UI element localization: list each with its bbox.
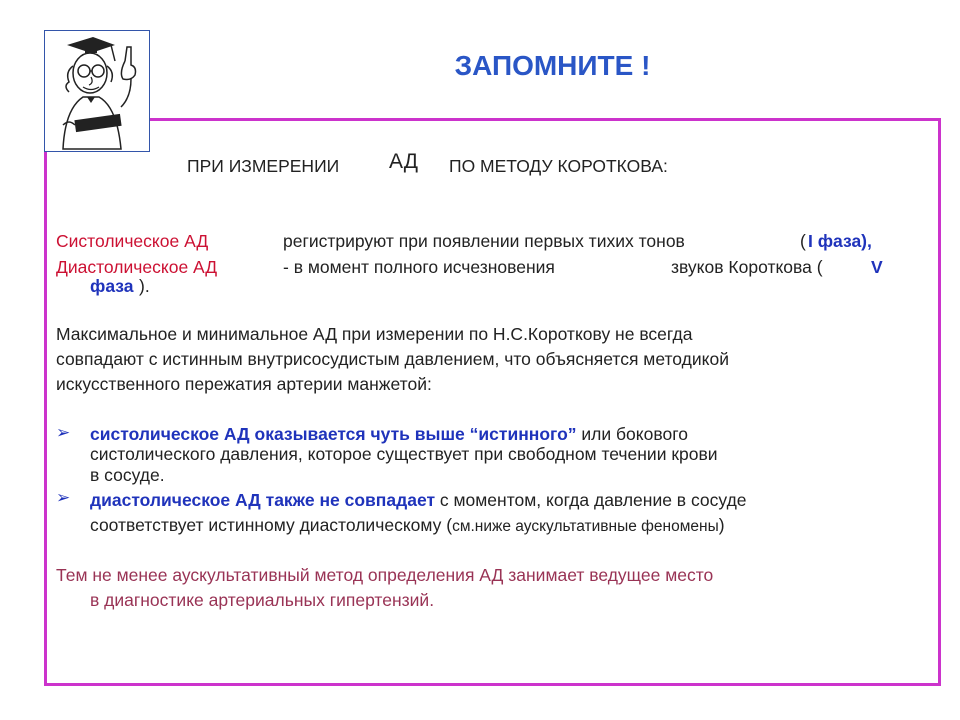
paragraph-line-1: Максимальное и минимальное АД при измерении по Н.С.Короткову не всегда — [56, 324, 693, 344]
bullet-2-line-1 — [90, 489, 747, 511]
diastolic-phase-word: фаза — [90, 276, 134, 296]
bullet-2-line2b: см.ниже аускультативные феномены — [452, 518, 719, 535]
bullet-2-line2c: ) — [718, 515, 725, 535]
bullet-2-rest: с моментом, когда давление в сосуде — [435, 490, 747, 510]
arrow-bullet-icon: ➢ — [56, 488, 71, 507]
diastolic-term: Диастолическое АД — [56, 257, 218, 277]
systolic-text: регистрируют при появлении первых тихих тонов — [283, 231, 685, 251]
professor-figure-icon — [45, 31, 149, 151]
bullet-1-line-2: систолического давления, которое существует при свободном течении крови — [90, 444, 718, 464]
diastolic-text1: - в момент полного исчезновения — [283, 257, 555, 277]
bullet-2-bold: диастолическое АД также не совпадает — [90, 490, 436, 510]
conclusion-line-2: в диагностике артериальных гипертензий. — [90, 590, 435, 610]
systolic-phase: I фаза), — [808, 231, 872, 251]
bullet-2-line2a: соответствует истинному диастолическому ( — [90, 515, 453, 535]
bullet-1-line-1 — [90, 423, 688, 445]
bullet-1-bold: систолическое АД оказывается чуть выше “истинного” — [90, 424, 577, 444]
subheading-part2: ПО МЕТОДУ КОРОТКОВА: — [449, 156, 668, 176]
paragraph-line-3: искусственного пережатия артерии манжетой: — [56, 374, 432, 394]
diastolic-text2: звуков Короткова ( — [671, 257, 823, 277]
diastolic-phase-end: ). — [139, 276, 150, 296]
paragraph-line-2: совпадают с истинным внутрисосудистым давлением, что объясняется методикой — [56, 349, 730, 369]
arrow-bullet-icon: ➢ — [56, 423, 71, 442]
bullet-1-rest: или бокового — [576, 424, 688, 444]
systolic-phase-open: ( — [800, 231, 806, 251]
systolic-term: Систолическое АД — [56, 231, 209, 251]
subheading-ad: АД — [389, 150, 418, 173]
page-title: ЗАПОМНИТЕ ! — [454, 50, 651, 81]
subheading-part1: ПРИ ИЗМЕРЕНИИ — [187, 156, 340, 176]
professor-illustration — [44, 30, 150, 152]
bullet-1-line-3: в сосуде. — [90, 465, 165, 485]
conclusion-line-1: Тем не менее аускультативный метод определения АД занимает ведущее место — [56, 565, 714, 585]
bullet-2-line-2 — [90, 514, 725, 538]
diastolic-phase-v: V — [871, 257, 883, 277]
